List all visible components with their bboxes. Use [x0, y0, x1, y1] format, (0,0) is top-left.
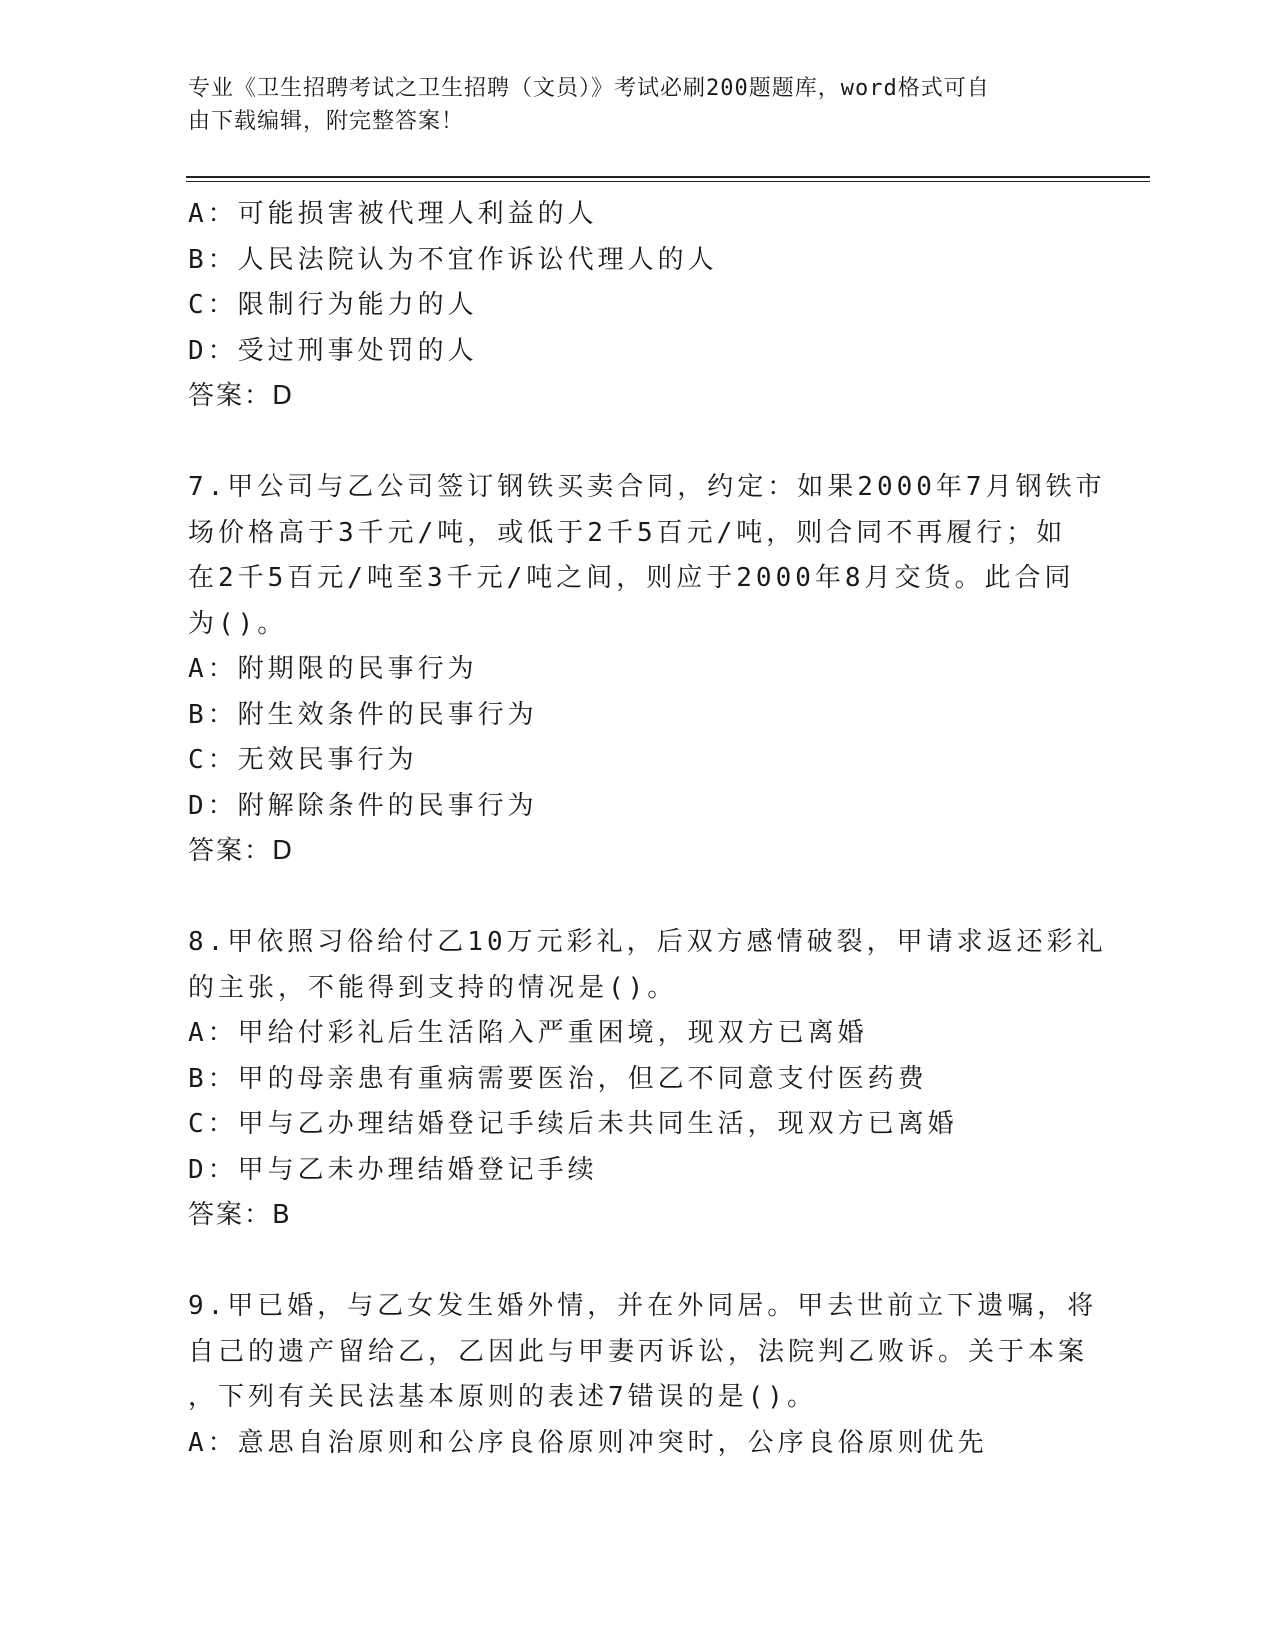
question-8 — [188, 920, 1107, 1239]
option-a: A：附期限的民事行为 — [188, 654, 478, 684]
header-line-2: 由下载编辑，附完整答案！ — [188, 109, 465, 134]
option-d: D：甲与乙未办理结婚登记手续 — [188, 1154, 598, 1185]
option-a: A：可能损害被代理人利益的人 — [188, 199, 598, 229]
header-divider — [186, 176, 1150, 182]
question-stem-line: 自己的遗产留给乙，乙因此与甲妻丙诉讼，法院判乙败诉。关于本案 — [188, 1336, 1089, 1367]
question-stem-line: 场价格高于3千元/吨，或低于2千5百元/吨，则合同不再履行；如 — [188, 517, 1067, 548]
question-6 — [188, 192, 1068, 420]
question-stem-line: 8.甲依照习俗给付乙10万元彩礼，后双方感情破裂，甲请求返还彩礼 — [188, 927, 1107, 957]
option-a: A：甲给付彩礼后生活陷入严重困境，现双方已离婚 — [188, 1018, 868, 1048]
answer: 答案：D — [188, 836, 295, 866]
option-b: B：附生效条件的民事行为 — [188, 699, 538, 730]
option-b: B：甲的母亲患有重病需要医治，但乙不同意支付医药费 — [188, 1063, 928, 1094]
option-b: B：人民法院认为不宜作诉讼代理人的人 — [188, 244, 718, 275]
option-a: A：意思自治原则和公序良俗原则冲突时，公序良俗原则优先 — [188, 1427, 988, 1458]
option-d: D：附解除条件的民事行为 — [188, 790, 538, 821]
question-stem-line: 9.甲已婚，与乙女发生婚外情，并在外同居。甲去世前立下遗嘱，将 — [188, 1291, 1098, 1321]
answer: 答案：D — [188, 381, 295, 411]
header-line-1: 专业《卫生招聘考试之卫生招聘（文员）》考试必刷200题题库，word格式可自 — [188, 76, 990, 101]
question-stem-line: 7.甲公司与乙公司签订钢铁买卖合同，约定：如果2000年7月钢铁市 — [188, 472, 1106, 502]
option-c: C：甲与乙办理结婚登记手续后未共同生活，现双方已离婚 — [188, 1109, 958, 1139]
question-list — [188, 192, 1107, 1466]
question-7 — [188, 465, 1106, 875]
question-stem-line: 在2千5百元/吨至3千元/吨之间，则应于2000年8月交货。此合同 — [188, 563, 1075, 593]
document-header — [188, 72, 1068, 138]
option-c: C：无效民事行为 — [188, 745, 418, 775]
answer: 答案：B — [188, 1200, 292, 1230]
option-d: D：受过刑事处罚的人 — [188, 335, 478, 366]
option-c: C：限制行为能力的人 — [188, 290, 478, 320]
question-stem-line: 为()。 — [188, 608, 288, 639]
question-stem-line: ，下列有关民法基本原则的表述7错误的是()。 — [188, 1382, 817, 1412]
question-9 — [188, 1284, 1098, 1466]
question-stem-line: 的主张，不能得到支持的情况是()。 — [188, 972, 678, 1003]
